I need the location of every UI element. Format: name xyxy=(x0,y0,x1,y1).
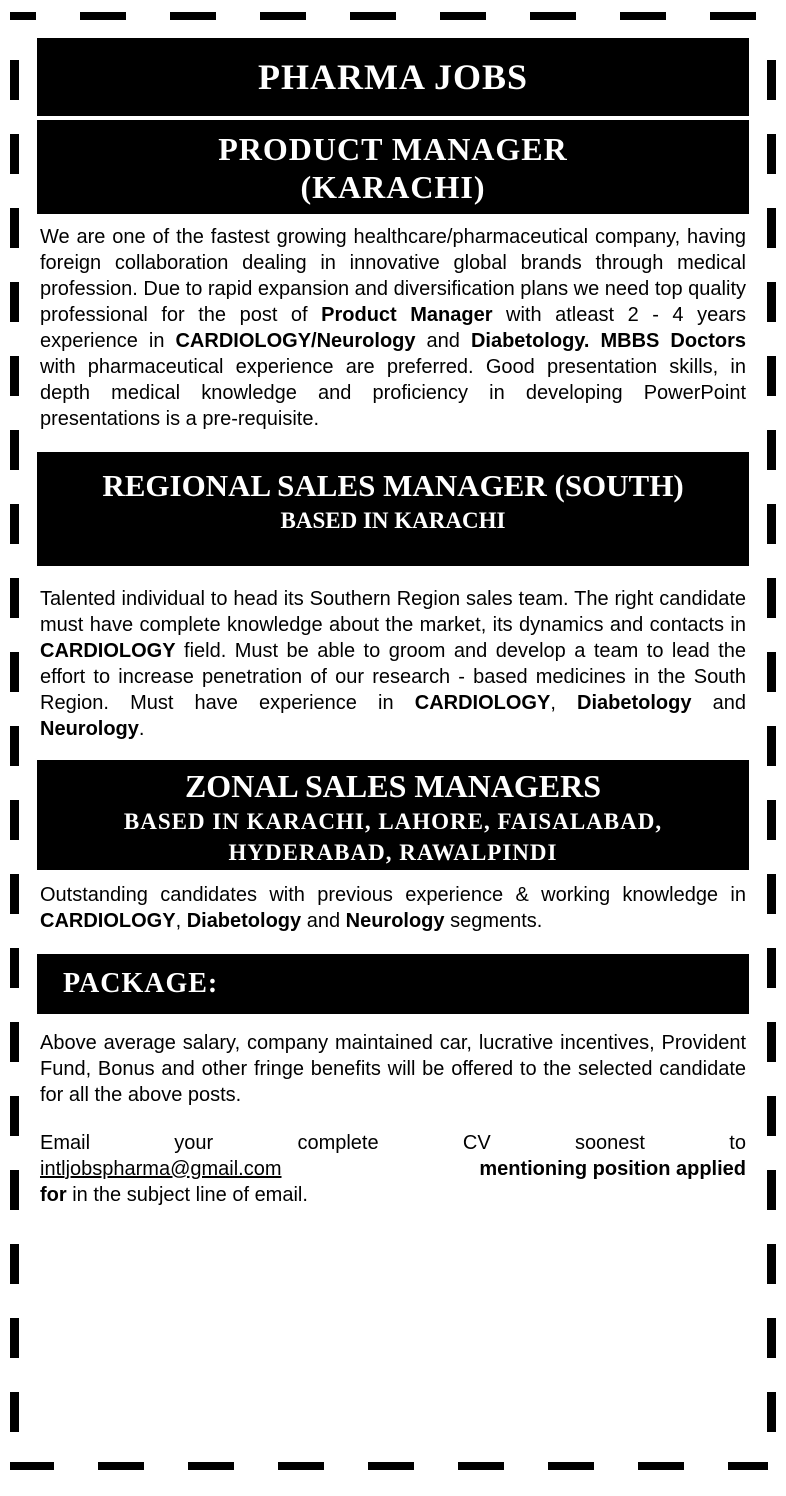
regional-sales-manager-location: BASED IN KARACHI xyxy=(280,508,506,533)
job-advert xyxy=(37,38,749,1208)
zonal-sales-managers-locations-1: BASED IN KARACHI, LAHORE, FAISALABAD, xyxy=(123,809,663,834)
product-manager-header xyxy=(37,120,749,214)
zonal-sales-managers-title: ZONAL SALES MANAGERS xyxy=(184,768,602,804)
contact-instructions xyxy=(37,1130,749,1208)
page-title: PHARMA JOBS xyxy=(37,38,749,116)
contact-line-3: for in the subject line of email. xyxy=(40,1184,308,1206)
regional-sales-manager-header xyxy=(37,452,749,566)
email-link[interactable]: intljobspharma@gmail.com xyxy=(40,1158,282,1180)
zonal-sales-managers-header xyxy=(37,760,749,870)
regional-sales-manager-title: REGIONAL SALES MANAGER (SOUTH) xyxy=(102,468,684,503)
package-header: PACKAGE: xyxy=(37,954,749,1014)
product-manager-title: PRODUCT MANAGER xyxy=(218,131,568,167)
product-manager-location: (KARACHI) xyxy=(300,169,486,205)
product-manager-description: We are one of the fastest growing healthcare/pharmaceutical company, having foreign collaboration dealing in innovative global brands through medical profession. Due to rapid expansion and diversification plans we need top quality professional for the post of Product Manager with atleast 2 - 4 years experience in CARDIOLOGY/Neurology and Diabetology. MBBS Doctors with pharmaceutical experience are preferred. Good presentation skills, in depth medical knowledge and proficiency in developing PowerPoint presentations is a pre-requisite. xyxy=(40,226,747,430)
package-description: Above average salary, company maintained car, lucrative incentives, Provident Fund, Bonus and other fringe benefits will be offered to the selected candidate for all the above posts. xyxy=(40,1032,746,1106)
contact-line-1: Email your complete CV soonest to xyxy=(40,1132,746,1154)
contact-line-2: intljobspharma@gmail.com mentioning position applied xyxy=(40,1158,746,1180)
regional-sales-manager-description: Talented individual to head its Southern Region sales team. The right candidate must have complete knowledge about the market, its dynamics and contacts in CARDIOLOGY field. Must be able to groom and develop a team to lead the effort to increase penetration of our research - based medicines in the South Region. Must have experience in CARDIOLOGY, Diabetology and Neurology. xyxy=(40,588,746,740)
zonal-sales-managers-locations-2: HYDERABAD, RAWALPINDI xyxy=(228,840,558,865)
zonal-sales-managers-description: Outstanding candidates with previous experience & working knowledge in CARDIOLOGY, Diabetology and Neurology segments. xyxy=(40,884,746,932)
